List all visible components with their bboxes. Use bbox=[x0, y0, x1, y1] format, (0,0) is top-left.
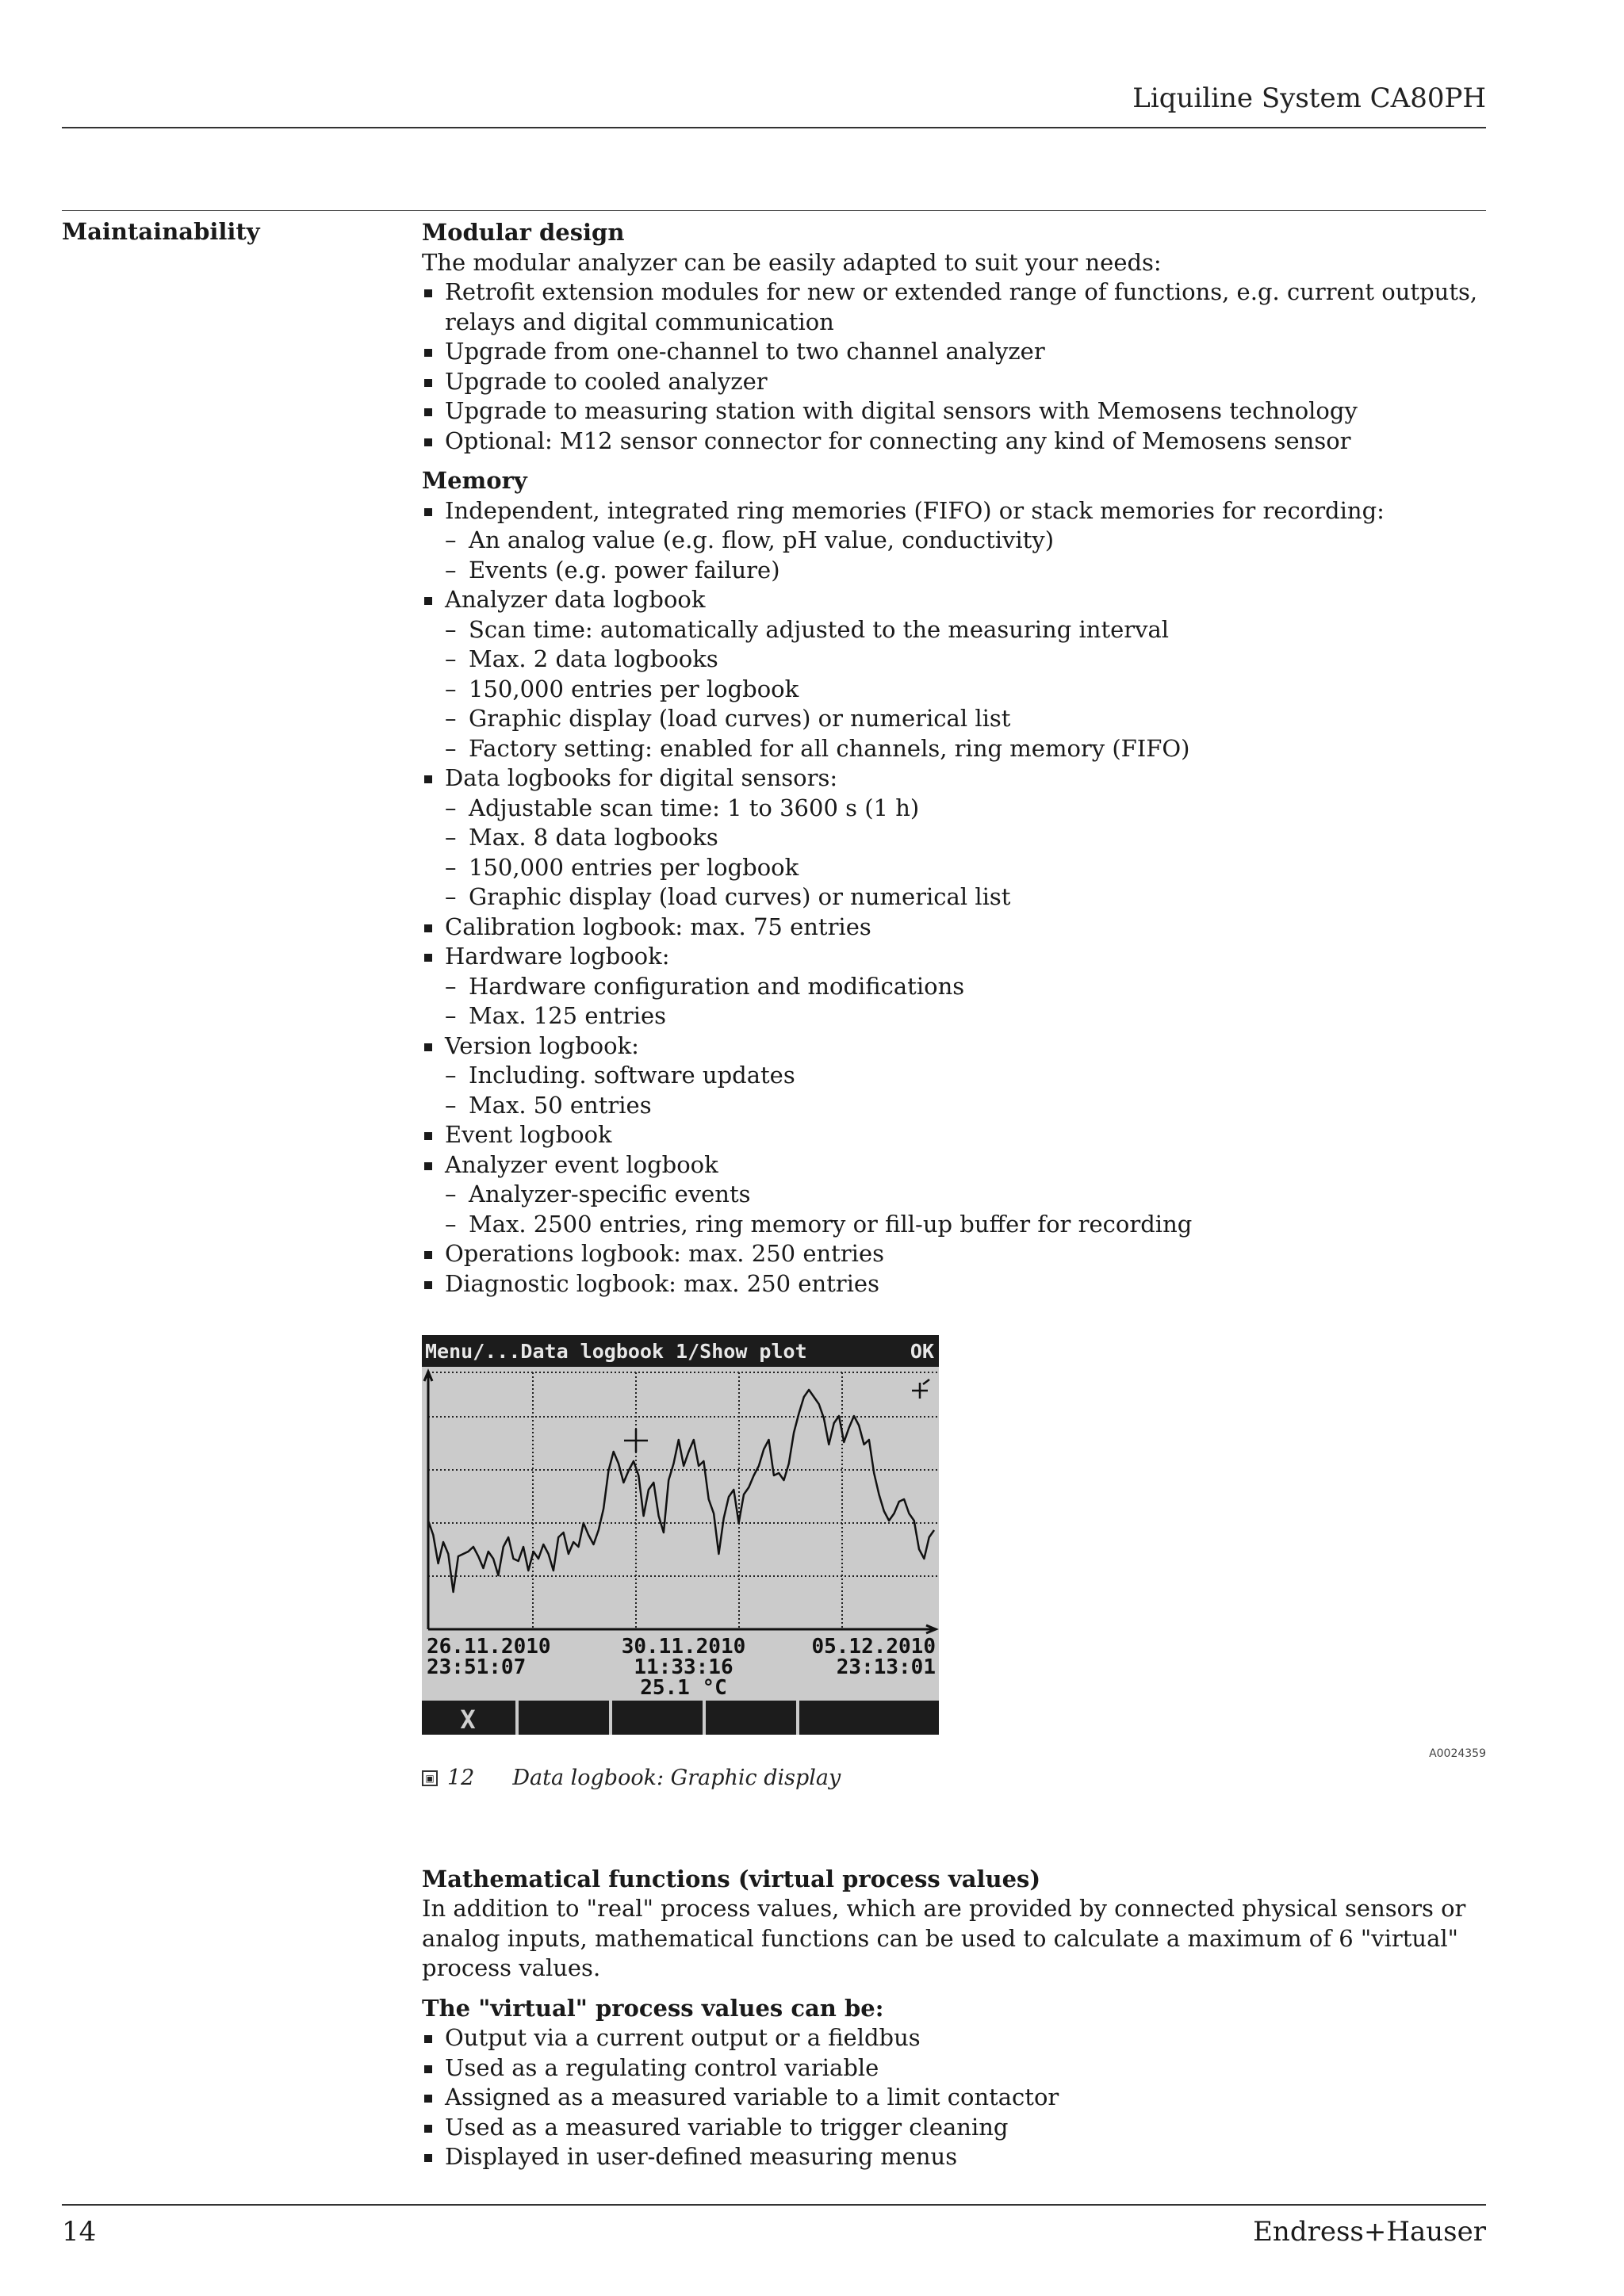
dash-icon: – bbox=[445, 734, 457, 762]
list-item bbox=[422, 763, 1486, 913]
dash-icon: – bbox=[445, 883, 457, 910]
list-item bbox=[422, 2053, 1486, 2084]
list-item-text: Assigned as a measured variable to a limit contactor bbox=[445, 2084, 1059, 2110]
list-item-text: Independent, integrated ring memories (FIFO) or stack memories for recording: bbox=[445, 496, 1385, 524]
list-item-text: Hardware logbook: bbox=[445, 943, 670, 970]
softkey-4[interactable] bbox=[706, 1701, 796, 1735]
dash-icon: – bbox=[445, 853, 457, 881]
dash-icon: – bbox=[445, 1210, 457, 1238]
list-item-text: Upgrade to measuring station with digital sensors with Memosens technology bbox=[445, 397, 1358, 424]
dash-icon: – bbox=[445, 526, 457, 553]
sub-list-item bbox=[445, 1001, 1486, 1031]
list-item bbox=[422, 1031, 1486, 1121]
sub-list-item-text: Max. 8 data logbooks bbox=[469, 824, 718, 851]
list-item bbox=[422, 1239, 1486, 1269]
bullet-icon bbox=[424, 289, 432, 297]
dash-icon: – bbox=[445, 1002, 457, 1029]
sub-list-item bbox=[445, 972, 1486, 1002]
list-item-text: Upgrade to cooled analyzer bbox=[445, 367, 768, 395]
dash-icon: – bbox=[445, 675, 457, 702]
figure-number: 12 bbox=[447, 1766, 475, 1790]
sub-list-item-text: Factory setting: enabled for all channels, ring memory (FIFO) bbox=[469, 734, 1190, 762]
sub-list-item-text: Max. 2 data logbooks bbox=[469, 645, 718, 672]
bullet-icon bbox=[424, 954, 432, 962]
cursor-value: 25.1 °C bbox=[640, 1676, 727, 1700]
bullet-icon bbox=[424, 1251, 432, 1259]
list-item-text: Diagnostic logbook: max. 250 entries bbox=[445, 1269, 879, 1297]
sub-list-item bbox=[445, 526, 1486, 556]
bullet-icon bbox=[424, 1043, 432, 1051]
bullet-icon bbox=[424, 2125, 432, 2133]
sub-list bbox=[445, 794, 1486, 913]
list-item-text: Retrofit extension modules for new or extended range of functions, e.g. current outputs, relays and digital communication bbox=[445, 278, 1478, 335]
list-item bbox=[422, 2083, 1486, 2113]
virtual-heading: The "virtual" process values can be: bbox=[422, 1994, 884, 2022]
logbook-figure bbox=[422, 1335, 1486, 1760]
bullet-icon bbox=[424, 1162, 432, 1170]
sub-list-item-text: 150,000 entries per logbook bbox=[469, 853, 799, 881]
bullet-icon bbox=[424, 508, 432, 516]
page-number: 14 bbox=[62, 2216, 97, 2248]
list-item-text: Analyzer event logbook bbox=[445, 1150, 718, 1178]
sub-list bbox=[445, 1061, 1486, 1120]
sub-list-item-text: Analyzer-specific events bbox=[469, 1181, 751, 1207]
sub-list-item-text: 150,000 entries per logbook bbox=[469, 675, 799, 702]
dash-icon: – bbox=[445, 556, 457, 584]
sub-list-item-text: Graphic display (load curves) or numerical list bbox=[469, 883, 1011, 910]
sub-list-item bbox=[445, 1180, 1486, 1210]
figure-caption bbox=[422, 1763, 1486, 1793]
list-item-text: Output via a current output or a fieldbus bbox=[445, 2024, 921, 2051]
sub-list-item-text: An analog value (e.g. flow, pH value, conductivity) bbox=[469, 526, 1055, 553]
footer-brand: Endress+Hauser bbox=[1253, 2216, 1486, 2248]
list-item bbox=[422, 913, 1486, 943]
section-rule bbox=[62, 210, 1486, 211]
bullet-icon bbox=[424, 2065, 432, 2073]
list-item-text: Calibration logbook: max. 75 entries bbox=[445, 913, 871, 940]
dash-icon: – bbox=[445, 1181, 457, 1207]
math-heading: Mathematical functions (virtual process values) bbox=[422, 1865, 1041, 1892]
list-item bbox=[422, 337, 1486, 367]
cursor-time: 11:33:16 bbox=[634, 1655, 733, 1679]
cursor-date: 30.11.2010 bbox=[621, 1635, 746, 1659]
sub-list-item bbox=[445, 794, 1486, 824]
bullet-icon bbox=[424, 379, 432, 387]
page-header-title: Liquiline System CA80PH bbox=[1132, 82, 1486, 114]
dash-icon: – bbox=[445, 794, 457, 821]
list-item-text: Operations logbook: max. 250 entries bbox=[445, 1240, 884, 1267]
bullet-icon bbox=[424, 775, 432, 783]
list-item-text: Event logbook bbox=[445, 1121, 612, 1148]
list-item bbox=[422, 585, 1486, 763]
list-item-text: Optional: M12 sensor connector for connecting any kind of Memosens sensor bbox=[445, 427, 1351, 454]
dash-icon: – bbox=[445, 615, 457, 643]
sub-list-item bbox=[445, 556, 1486, 586]
screen-title: Menu/...Data logbook 1/Show plot bbox=[425, 1340, 807, 1363]
sub-list-item bbox=[445, 823, 1486, 853]
section-label: Maintainability bbox=[62, 218, 260, 245]
sub-list-item-text: Max. 2500 entries, ring memory or fill-up buffer for recording bbox=[469, 1210, 1193, 1238]
sub-list bbox=[445, 526, 1486, 585]
end-date: 05.12.2010 bbox=[811, 1635, 936, 1659]
list-item-text: Upgrade from one-channel to two channel analyzer bbox=[445, 338, 1045, 365]
list-item-text: Displayed in user-defined measuring menus bbox=[445, 2143, 958, 2170]
bullet-icon bbox=[424, 2154, 432, 2162]
dash-icon: – bbox=[445, 1091, 457, 1119]
list-item bbox=[422, 496, 1486, 586]
figure-id: A0024359 bbox=[1429, 1747, 1486, 1760]
sub-list-item bbox=[445, 853, 1486, 883]
softkey-5[interactable] bbox=[799, 1701, 939, 1735]
list-item bbox=[422, 2142, 1486, 2172]
list-item bbox=[422, 2023, 1486, 2053]
list-item bbox=[422, 367, 1486, 397]
list-item bbox=[422, 277, 1486, 337]
start-time: 23:51:07 bbox=[427, 1655, 527, 1679]
modular-list bbox=[422, 277, 1486, 456]
softkey-1-label: X bbox=[460, 1705, 476, 1735]
main-content bbox=[422, 218, 1486, 2172]
softkey-2[interactable] bbox=[519, 1701, 609, 1735]
sub-list-item-text: Including. software updates bbox=[469, 1062, 795, 1089]
sub-list-item bbox=[445, 882, 1486, 913]
sub-list bbox=[445, 972, 1486, 1031]
sub-list-item bbox=[445, 645, 1486, 675]
device-screen bbox=[422, 1335, 939, 1735]
bullet-icon bbox=[424, 597, 432, 605]
bullet-icon bbox=[424, 924, 432, 932]
list-item bbox=[422, 2113, 1486, 2143]
memory-list bbox=[422, 496, 1486, 1299]
sub-list-item bbox=[445, 615, 1486, 645]
sub-list-item bbox=[445, 704, 1486, 734]
dash-icon: – bbox=[445, 824, 457, 851]
bullet-icon bbox=[424, 1132, 432, 1140]
sub-list-item-text: Graphic display (load curves) or numerical list bbox=[469, 705, 1011, 732]
sub-list-item bbox=[445, 1091, 1486, 1121]
dash-icon: – bbox=[445, 645, 457, 672]
sub-list-item-text: Hardware configuration and modifications bbox=[469, 972, 965, 1000]
list-item-text: Version logbook: bbox=[445, 1031, 639, 1059]
bullet-icon bbox=[424, 2095, 432, 2103]
math-paragraph: In addition to "real" process values, which are provided by connected physical sensors or analog inputs, mathematical functions can be used to calculate a maximum of 6 "virtual" process values. bbox=[422, 1895, 1466, 1981]
logbook-plot-screen bbox=[422, 1335, 939, 1735]
list-item bbox=[422, 942, 1486, 1031]
list-item-text: Data logbooks for digital sensors: bbox=[445, 764, 838, 791]
list-item-text: Analyzer data logbook bbox=[445, 586, 706, 613]
sub-list-item bbox=[445, 1061, 1486, 1091]
virtual-list bbox=[422, 2023, 1486, 2172]
figure-icon: ▣ bbox=[422, 1770, 438, 1786]
sub-list-item-text: Events (e.g. power failure) bbox=[469, 556, 780, 584]
softkey-3[interactable] bbox=[612, 1701, 703, 1735]
sub-list-item bbox=[445, 734, 1486, 764]
sub-list-item-text: Max. 50 entries bbox=[469, 1091, 652, 1119]
figure-caption-text: Data logbook: Graphic display bbox=[512, 1766, 841, 1790]
bullet-icon bbox=[424, 408, 432, 416]
list-item-text: Used as a measured variable to trigger cleaning bbox=[445, 2113, 1009, 2141]
list-item bbox=[422, 1150, 1486, 1240]
dash-icon: – bbox=[445, 705, 457, 732]
sub-list-item-text: Scan time: automatically adjusted to the measuring interval bbox=[469, 615, 1170, 643]
modular-heading: Modular design bbox=[422, 219, 625, 246]
header-rule bbox=[62, 127, 1486, 128]
screen-ok-label: OK bbox=[910, 1340, 934, 1363]
sub-list bbox=[445, 1180, 1486, 1239]
sub-list-item bbox=[445, 675, 1486, 705]
memory-heading: Memory bbox=[422, 467, 527, 494]
list-item bbox=[422, 396, 1486, 427]
list-item bbox=[422, 1120, 1486, 1150]
bullet-icon bbox=[424, 1281, 432, 1289]
dash-icon: – bbox=[445, 1062, 457, 1089]
modular-intro: The modular analyzer can be easily adapted to suit your needs: bbox=[422, 248, 1162, 276]
sub-list-item-text: Adjustable scan time: 1 to 3600 s (1 h) bbox=[469, 794, 920, 821]
footer-rule bbox=[62, 2204, 1486, 2206]
sub-list bbox=[445, 615, 1486, 764]
softkey-bar bbox=[422, 1701, 939, 1735]
dash-icon: – bbox=[445, 972, 457, 1000]
bullet-icon bbox=[424, 349, 432, 357]
bullet-icon bbox=[424, 2035, 432, 2043]
list-item-text: Used as a regulating control variable bbox=[445, 2053, 879, 2081]
sub-list-item-text: Max. 125 entries bbox=[469, 1002, 667, 1029]
bullet-icon bbox=[424, 438, 432, 446]
end-time: 23:13:01 bbox=[836, 1655, 936, 1679]
sub-list-item bbox=[445, 1210, 1486, 1240]
list-item bbox=[422, 1269, 1486, 1299]
start-date: 26.11.2010 bbox=[427, 1635, 551, 1659]
list-item bbox=[422, 427, 1486, 457]
